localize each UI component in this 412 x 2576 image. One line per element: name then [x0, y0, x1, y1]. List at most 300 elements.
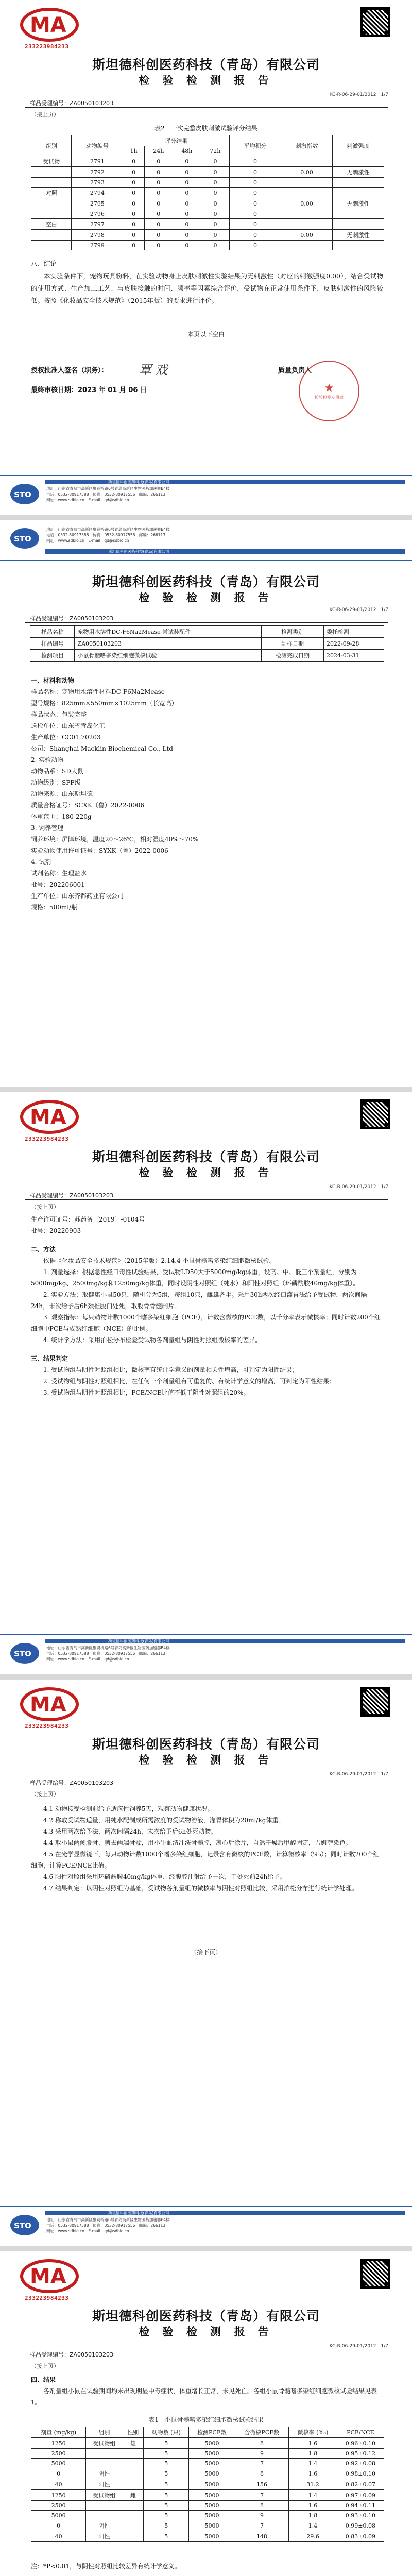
table-cell: 1.8 — [289, 2511, 337, 2520]
table-cell: 0 — [123, 167, 144, 178]
qr-code — [360, 1687, 390, 1717]
material-line: 公司：Shanghai Macklin Biochemical Co., Ltd — [31, 745, 173, 752]
table-cell: 7 — [235, 2520, 289, 2531]
section-title: 二、方法 — [31, 1246, 56, 1253]
table-cell: 5 — [144, 2531, 189, 2542]
table-cell: 40 — [31, 2479, 86, 2490]
table-cell: 2792 — [72, 167, 123, 178]
cma-code: 233223984233 — [25, 43, 69, 50]
report-code: KC-R-06-29-01/2012 1/7 — [329, 92, 388, 97]
footer-company: 斯坦德科创医药科技(青岛)有限公司 — [108, 1639, 169, 1643]
material-line: 生产单位：CC01.70203 — [31, 734, 101, 741]
table-cell: 0 — [31, 2468, 86, 2479]
table-cell: 0.93±0.10 — [337, 2511, 384, 2520]
table-cell: 受试物 — [31, 156, 72, 167]
table-cell: 5000 — [189, 2520, 235, 2531]
svg-text:MA: MA — [30, 13, 66, 37]
method-line: 3. 观察指标：每只动物计数1000个嗜多染红细胞（PCE），计数含微核的PCE数，以千分率表示微核率；同时计数200个红细胞中PCE与成熟红细胞（NCE）的比例。 — [31, 1314, 381, 1332]
report-no — [30, 1191, 113, 1199]
sto-logo — [9, 482, 40, 506]
criteria-line: 2. 受试物组与阴性对照组相比，在任何一个剂量组有可重复的、有统计学意义的增高，可判定为阳性结果； — [43, 1378, 336, 1385]
table-cell: 1.8 — [289, 2449, 337, 2459]
table-cell: 0 — [201, 167, 229, 178]
table-cell — [332, 209, 384, 219]
table-row — [31, 198, 384, 209]
table-cell — [281, 219, 332, 230]
continued-note: （接上页） — [31, 2363, 59, 2369]
table-cell: 5000 — [189, 2479, 235, 2490]
report-title: 检 验 检 测 报 告 — [139, 2326, 273, 2338]
cma-logo-mark — [20, 2258, 97, 2295]
svg-text:STO: STO — [14, 490, 31, 499]
table-cell: 0.95±0.12 — [337, 2449, 384, 2459]
table-cell: 1.6 — [289, 2468, 337, 2479]
table-row — [31, 2479, 384, 2490]
approver-signature: 覃 戏 — [139, 363, 168, 377]
table-cell: 0 — [123, 188, 144, 198]
report-code: KC-R-06-29-01/2012 1/7 — [329, 1772, 388, 1777]
table-cell: 阴性 — [86, 2468, 123, 2479]
materials-section — [31, 675, 383, 913]
page-footer — [0, 475, 412, 515]
method-line: 1. 剂量选择：根据急性经口毒性试验结果，受试物LD50大于5000mg/kg体重，设高、中、低三个剂量组，分别为5000mg/kg、2500mg/kg和1250mg/kg体重，同时设阴性对照组（纯水）和阳性对照组（环磷酰胺40mg/kg体重）。 — [31, 1268, 359, 1287]
table-cell — [281, 241, 332, 250]
table-cell: 0.94±0.11 — [337, 2501, 384, 2511]
table-cell: 无刺激性 — [332, 167, 384, 178]
section-title: 三、结果判定 — [31, 1355, 68, 1362]
table-cell — [332, 156, 384, 167]
sto-logo — [9, 1641, 40, 1665]
table-cell: 2798 — [72, 230, 123, 241]
table-cell: 0 — [123, 209, 144, 219]
material-line: 3. 饲养管理 — [31, 824, 64, 832]
table-cell: 2795 — [72, 198, 123, 209]
table-cell: 1.6 — [289, 2438, 337, 2449]
th-animal-no: 动物编号 — [72, 135, 123, 156]
info-row — [30, 626, 384, 638]
table-cell: 雄 — [123, 2438, 144, 2449]
report-code: KC-R-06-29-01/2012 1/7 — [329, 1184, 388, 1190]
table-cell — [281, 156, 332, 167]
table-header-cell: 剂量 (mg/kg) — [31, 2427, 86, 2438]
procedure-line: 4.2 称取受试物适量，用纯水配制成所需浓度的受试物溶液，灌胃体积为20ml/kg体重。 — [43, 1817, 285, 1824]
report-no-value: ZA0050103203 — [70, 1192, 114, 1199]
micronucleus-header-row — [31, 2427, 384, 2438]
table-cell — [123, 2520, 144, 2531]
table-cell — [123, 2449, 144, 2459]
svg-text:STO: STO — [14, 534, 31, 544]
table-cell: 雌 — [123, 2490, 144, 2501]
th-mean-score: 平均积分 — [229, 135, 281, 156]
table-cell — [31, 198, 72, 209]
svg-text:MA: MA — [30, 2265, 66, 2289]
table-cell: 0 — [201, 188, 229, 198]
info-row — [30, 638, 384, 650]
table-cell: 0 — [31, 2520, 86, 2531]
table-cell: 0 — [229, 178, 281, 188]
procedure-section — [31, 1803, 383, 1894]
report-no-value: ZA0050103203 — [70, 100, 114, 107]
date-label: 最终审核日期： — [31, 386, 78, 394]
table-cell: 0.96±0.10 — [337, 2438, 384, 2449]
info-cell: 检测完成日期 — [262, 650, 324, 662]
footer-web: 网址：www.sdbio.cn E-mail：qd@sdbio.cn — [46, 2229, 129, 2233]
table-row — [31, 2511, 384, 2520]
skin-irritation-table — [31, 135, 384, 250]
table-cell: 0 — [229, 219, 281, 230]
table-note: 注：*P<0.01，与阴性对照组比较差异有统计学意义。 — [31, 2563, 181, 2570]
results-section — [31, 2374, 383, 2408]
sign-label: 授权批准人签名（职务）： — [31, 367, 108, 375]
table-cell: 5000 — [189, 2438, 235, 2449]
table-row — [31, 209, 384, 219]
table-cell: 0.00 — [281, 230, 332, 241]
material-line: 动物级别：SPF级 — [31, 779, 81, 786]
table-cell: 0 — [229, 241, 281, 250]
page-footer — [0, 1634, 412, 1674]
method-line: 4. 统计学方法：采用泊松分布检验受试物各剂量组与阴性对照组微核率的差异。 — [43, 1336, 262, 1344]
table-cell: 31.2 — [289, 2479, 337, 2490]
report-no-value: ZA0050103203 — [70, 1780, 114, 1786]
method-line: 2. 实验方法：取健康小鼠50只，随机分为5组，每组10只，雌雄各半。采用30h两次经口灌胃法给予受试物，两次间隔24h，末次给予后6h颈椎脱臼处死，取股骨骨髓制片。 — [31, 1291, 367, 1310]
table-header-cell: PCE/NCE — [337, 2427, 384, 2438]
material-line: 4. 试剂 — [31, 858, 52, 866]
table-cell — [332, 219, 384, 230]
table-cell — [123, 2531, 144, 2542]
table-row — [31, 241, 384, 250]
table-cell: 0 — [173, 156, 201, 167]
report-no — [30, 2350, 113, 2359]
table-cell: 1250 — [31, 2438, 86, 2449]
table-cell: 5000 — [189, 2449, 235, 2459]
table-row — [31, 2490, 384, 2501]
micronucleus-table — [31, 2427, 384, 2542]
table-cell: 0 — [173, 241, 201, 250]
table-cell: 0 — [123, 230, 144, 241]
footer-contact — [46, 1645, 405, 1662]
criteria-line: 1. 受试物组与阴性对照组相比，微核率有统计学意义的剂量相关性增高，可判定为阳性结果； — [43, 1366, 299, 1374]
table-cell: 5 — [144, 2490, 189, 2501]
th-irritation-index: 刺激指数 — [281, 135, 332, 156]
info-cell: 宠物用水溶性DC-F6Na2Mease 尝试装配件 — [75, 626, 262, 638]
table-cell: 0 — [144, 167, 173, 178]
table-cell: 0 — [173, 219, 201, 230]
page-end-note: （接下页） — [190, 1948, 221, 1956]
th-72h: 72h — [201, 146, 229, 156]
conclusion-block — [31, 258, 383, 307]
table-cell — [31, 167, 72, 178]
info-cell: ZA0050103203 — [75, 638, 262, 650]
table-cell: 2797 — [72, 219, 123, 230]
report-no — [30, 614, 113, 622]
report-no-value: ZA0050103203 — [70, 615, 114, 622]
sto-logo — [9, 2213, 40, 2237]
info-cell: 2022-09-28 — [324, 638, 384, 650]
table-cell: 0 — [229, 188, 281, 198]
header-contact — [46, 527, 405, 544]
table-cell: 2794 — [72, 188, 123, 198]
procedure-line: 4.3 采用两次给予法，两次间隔24h，末次给予后6h处死动物。 — [43, 1828, 217, 1835]
material-line: 型号规格：825mm×550mm×1025mm（长宽高） — [31, 700, 178, 707]
table-row — [31, 2531, 384, 2542]
table-cell — [31, 241, 72, 250]
report-no-value: ZA0050103203 — [70, 2351, 114, 2358]
table-cell: 阳性 — [86, 2479, 123, 2490]
svg-text:MA: MA — [30, 1693, 66, 1717]
section-title: 一、材料和动物 — [31, 677, 75, 684]
table-cell: 2500 — [31, 2501, 86, 2511]
report-page-5 — [0, 2251, 412, 2576]
approver-title: 质量负责人 — [278, 367, 312, 375]
table-row — [31, 2520, 384, 2531]
table-cell: 0 — [144, 230, 173, 241]
table-cell — [86, 2449, 123, 2459]
table-cell: 5000 — [31, 2511, 86, 2520]
table-cell: 0.98±0.10 — [337, 2468, 384, 2479]
report-no-label: 样品受理编号： — [30, 2351, 70, 2358]
table-cell: 0 — [229, 156, 281, 167]
cma-code: 233223984233 — [25, 1723, 69, 1730]
table-cell: 0 — [201, 198, 229, 209]
table-cell: 空白 — [31, 219, 72, 230]
table-cell: 0.00 — [281, 167, 332, 178]
continued-note: （接上页） — [31, 111, 59, 118]
table-cell: 0.97±0.09 — [337, 2490, 384, 2501]
info-row — [30, 650, 384, 662]
report-no — [30, 99, 113, 107]
cover-info-table — [30, 625, 384, 662]
report-page-2 — [0, 520, 412, 1087]
report-no-label: 样品受理编号： — [30, 615, 70, 622]
table-cell: 0 — [144, 178, 173, 188]
table-cell: 8 — [235, 2438, 289, 2449]
procedure-line: 4.5 在光学显微镜下，每只动物计数1000个嗜多染红细胞，记录含有微核的PCE数，计算微核率（‰）；同时计数200个红细胞，计算PCE/NCE比值。 — [31, 1851, 380, 1869]
info-cell: 检测项目 — [30, 650, 75, 662]
table-cell: 2793 — [72, 178, 123, 188]
table-cell: 0 — [201, 156, 229, 167]
table-cell — [31, 178, 72, 188]
info-cell: 委托检测 — [324, 626, 384, 638]
table-cell — [332, 188, 384, 198]
table-cell: 0 — [173, 209, 201, 219]
review-date — [31, 384, 147, 394]
qr-code — [360, 1099, 390, 1129]
cma-logo — [20, 6, 97, 43]
conclusion-text: 本实验条件下，宠物玩具粉料，在实验动物身上皮肤刺激性实验结果为无刺激性（对应的刺激强度0.00），结合受试物的使用方式、生产加工工艺、与皮肤接触的时间、频率等因素综合评价，受试物在正常使用条件下，皮肤刺激性的风险较低。按照《化妆品安全技术规范》（2015年版）的要求进行评价。 — [31, 272, 383, 304]
table-cell — [123, 2501, 144, 2511]
table-cell: 2796 — [72, 209, 123, 219]
header-rule — [25, 107, 388, 108]
report-no-label: 样品受理编号： — [30, 100, 70, 107]
material-line: 2. 实验动物 — [31, 756, 64, 764]
footer-web: 网址：www.sdbio.cn E-mail：qd@sdbio.cn — [46, 498, 129, 502]
table-cell: 9 — [235, 2511, 289, 2520]
note-conclusion — [31, 2561, 383, 2576]
table-row — [31, 2468, 384, 2479]
th-group: 组别 — [31, 135, 72, 156]
table-cell: 1250 — [31, 2490, 86, 2501]
material-line: 质量合格证号：SCXK（鲁）2022-0006 — [31, 802, 145, 809]
material-line: 生产单位：山东齐都药业有限公司 — [31, 892, 124, 900]
material-line: 样品名称：宠物用水溶性材料DC-F6Na2Mease — [31, 688, 165, 696]
table-cell: 8 — [235, 2468, 289, 2479]
footer-address: 地址：山东省青岛市高新区聚贤桥路6号青岛高新区生物医药加速器B4楼 — [46, 1646, 170, 1650]
table-row — [31, 188, 384, 198]
table-cell — [281, 209, 332, 219]
cma-code: 233223984233 — [25, 1136, 69, 1142]
table-row — [31, 219, 384, 230]
table-cell: 5 — [144, 2468, 189, 2479]
header-web: 网址：www.sdbio.cn E-mail：qd@sdbio.cn — [46, 538, 129, 543]
table-cell: 1.6 — [289, 2501, 337, 2511]
table-cell: 0 — [144, 156, 173, 167]
continued-note: （接上页） — [31, 1791, 59, 1798]
table-cell: 0.83±0.09 — [337, 2531, 384, 2542]
material-line: 样品状态：包装完整 — [31, 711, 87, 718]
table-cell: 0.92±0.08 — [337, 2459, 384, 2468]
results-intro: 各剂量组小鼠在试验期间均未出现明显中毒症状，体重增长正常，未见死亡。各组小鼠骨髓嗜多染红细胞微核试验结果见表1。 — [31, 2387, 377, 2406]
report-code: KC-R-06-29-01/2012 1/7 — [329, 2344, 388, 2349]
header-company: 斯坦德科创医药科技(青岛)有限公司 — [108, 549, 169, 554]
table-cell: 5 — [144, 2511, 189, 2520]
header-rule — [25, 622, 388, 623]
info-cell: 样品编号 — [30, 638, 75, 650]
table-cell: 5000 — [189, 2468, 235, 2479]
table-row — [31, 2459, 384, 2468]
skin-irritation-rows — [31, 156, 384, 250]
table-cell: 156 — [235, 2479, 289, 2490]
table-cell — [31, 230, 72, 241]
continued-note: （接上页） — [31, 1204, 59, 1210]
date-value: 2023 年 01 月 06 日 — [78, 386, 147, 394]
procedure-line: 4.4 取小鼠两侧股骨，剪去两端骨骺，用小牛血清冲洗骨髓腔，离心后涂片，自然干燥后甲醇固定，吉姆萨染色。 — [43, 1839, 352, 1846]
table-cell: 5000 — [189, 2459, 235, 2468]
header-address: 地址：山东省青岛市高新区聚贤桥路6号青岛高新区生物医药加速器B4楼 — [46, 527, 170, 532]
cma-logo — [20, 2258, 97, 2295]
table-cell: 0 — [123, 198, 144, 209]
table-row — [31, 178, 384, 188]
table-cell: 5 — [144, 2459, 189, 2468]
info-cell: 到样日期 — [262, 638, 324, 650]
company-title: 斯坦德科创医药科技（青岛）有限公司 — [92, 57, 320, 72]
table-cell: 0 — [229, 209, 281, 219]
th-48h: 48h — [173, 146, 201, 156]
methods-section — [31, 1214, 383, 1398]
table-cell: 148 — [235, 2531, 289, 2542]
info-cell: 2024-03-31 — [324, 650, 384, 662]
table-cell: 0 — [123, 219, 144, 230]
table-cell — [123, 2511, 144, 2520]
sto-logo — [9, 527, 40, 550]
table-cell: 40 — [31, 2531, 86, 2542]
table-cell: 5000 — [189, 2511, 235, 2520]
table-header-cell: 组别 — [86, 2427, 123, 2438]
qr-code — [360, 7, 390, 37]
report-no-label: 样品受理编号： — [30, 1192, 70, 1199]
table-cell: 5 — [144, 2479, 189, 2490]
footer-contact — [46, 486, 405, 503]
material-line: 动物品系：SD大鼠 — [31, 768, 83, 775]
table-cell: 5000 — [189, 2531, 235, 2542]
company-title: 斯坦德科创医药科技（青岛）有限公司 — [92, 1737, 320, 1752]
company-title: 斯坦德科创医药科技（青岛）有限公司 — [92, 574, 320, 589]
material-line: 体重范围：180-220g — [31, 813, 92, 820]
table-cell — [31, 209, 72, 219]
table-row — [31, 167, 384, 178]
th-score-group: 评分结果 — [123, 135, 230, 146]
table-cell: 1.4 — [289, 2459, 337, 2468]
material-line: 试剂名称：生理盐水 — [31, 870, 87, 877]
table-cell: 无刺激性 — [332, 198, 384, 209]
table-cell: 5000 — [189, 2490, 235, 2501]
material-line: 动物来源：山东斯坦德 — [31, 790, 93, 798]
table-cell: 29.6 — [289, 2531, 337, 2542]
footer-company: 斯坦德科创医药科技(青岛)有限公司 — [108, 2211, 169, 2215]
table-header-cell: 微核率 (‰) — [289, 2427, 337, 2438]
table-cell: 0 — [123, 241, 144, 250]
table-header-cell: 性别 — [123, 2427, 144, 2438]
table-cell: 0 — [201, 219, 229, 230]
table-row — [31, 2501, 384, 2511]
report-title: 检 验 检 测 报 告 — [139, 74, 273, 87]
material-line: 批号：202206001 — [31, 881, 85, 888]
procedure-line: 4.6 阳性对照组采用环磷酰胺40mg/kg体重，经腹腔注射给予一次，于处死前24h给予。 — [43, 1873, 286, 1880]
table-cell: 5000 — [31, 2459, 86, 2468]
table-cell: 8 — [235, 2501, 289, 2511]
table-cell — [281, 188, 332, 198]
cma-code: 233223984233 — [25, 2295, 69, 2301]
conclusion-title: 八、结论 — [31, 260, 57, 267]
th-24h: 24h — [144, 146, 173, 156]
table-cell: 0 — [144, 188, 173, 198]
footer-tel: 电话：0532-80917588 传真：0532-80917556 邮编：266113 — [46, 492, 166, 497]
table-cell: 0.00 — [281, 198, 332, 209]
table-cell — [281, 178, 332, 188]
info-cell: 检测类别 — [262, 626, 324, 638]
table-cell: 2500 — [31, 2449, 86, 2459]
report-page-4 — [0, 1680, 412, 2246]
report-no-label: 样品受理编号： — [30, 1780, 70, 1786]
svg-text:MA: MA — [30, 1106, 66, 1129]
table-cell: 7 — [235, 2459, 289, 2468]
report-title: 检 验 检 测 报 告 — [139, 591, 273, 604]
table-cell: 0 — [144, 209, 173, 219]
th-1h: 1h — [123, 146, 144, 156]
official-stamp: ★ 检验检测专用章 — [299, 361, 359, 421]
material-line: 饲养环境：屏障环境，温度20～26℃，相对湿度40%～70% — [31, 836, 199, 843]
procedure-line: 4.7 结果判定：以阴性对照组为基础，受试物各剂量组的微核率与阴性对照组比较，采用泊松分布进行统计学处理。 — [43, 1885, 358, 1892]
info-cell: 小鼠骨髓嗜多染红细胞微核试验 — [75, 650, 262, 662]
table-cell — [123, 2459, 144, 2468]
th-irritation-level: 刺激强度 — [332, 135, 384, 156]
table-cell: 0 — [201, 178, 229, 188]
table-cell: 1.4 — [289, 2490, 337, 2501]
table-caption: 表2 一次完整皮肤刺激试验评分结果 — [154, 125, 258, 132]
table-cell: 0 — [201, 241, 229, 250]
table-cell: 0 — [144, 219, 173, 230]
report-code: KC-R-06-29-01/2012 1/7 — [329, 607, 388, 613]
report-page-3 — [0, 1092, 412, 1674]
table-cell: 7 — [235, 2490, 289, 2501]
procedure-line: 4.1 动物接受检测前给予适应性饲养5天，观察动物健康状况。 — [43, 1805, 214, 1812]
batch-line: 批号：20220903 — [31, 1227, 81, 1234]
footer-tel: 电话：0532-80917588 传真：0532-80917556 邮编：266113 — [46, 1651, 166, 1656]
table-cell: 0 — [201, 230, 229, 241]
table-cell: 5 — [144, 2520, 189, 2531]
method-intro: 依据《化妆品安全技术规范》（2015年版）2.14.4 小鼠骨髓嗜多染红细胞微核试验。 — [43, 1257, 276, 1264]
table-cell — [332, 241, 384, 250]
footer-company: 斯坦德科创医药科技(青岛)有限公司 — [108, 480, 169, 484]
